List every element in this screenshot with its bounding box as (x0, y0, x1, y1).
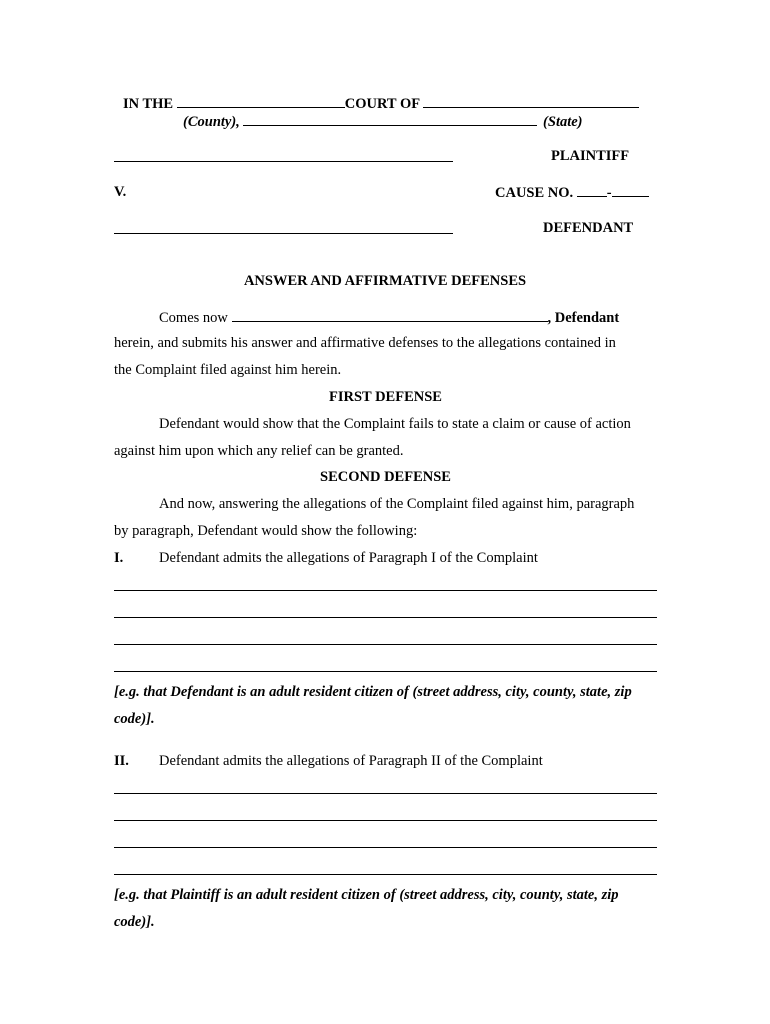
paragraph-1-example-line2: code)]. (114, 711, 155, 727)
defendant-label: DEFENDANT (543, 220, 634, 236)
court-location-blank[interactable] (423, 94, 639, 108)
paragraph-1-text: Defendant admits the allegations of Paragraph I of the Complaint (159, 550, 538, 566)
paragraph-2-answer-line[interactable] (114, 793, 657, 794)
court-of-label: COURT OF (344, 96, 420, 112)
first-defense-line1: Defendant would show that the Complaint fails to state a claim or cause of action (159, 416, 631, 432)
cause-number (495, 183, 649, 202)
cause-separator: - (606, 185, 612, 201)
comes-now-label: Comes now (159, 310, 228, 326)
plaintiff-name-blank[interactable] (114, 161, 453, 162)
paragraph-1-example-line1: [e.g. that Defendant is an adult resident citizen of (street address, city, county, state, zip (114, 684, 632, 700)
first-defense-line2: against him upon which any relief can be granted. (114, 443, 404, 459)
county-label: (County), (183, 114, 240, 130)
cause-number-part1-blank[interactable] (577, 183, 607, 197)
second-defense-line1: And now, answering the allegations of the Complaint filed against him, paragraph (159, 496, 635, 512)
cause-no-label: CAUSE NO. (495, 185, 574, 201)
intro-line1 (159, 308, 619, 327)
paragraph-2-numeral: II. (114, 753, 129, 769)
paragraph-2-example-line1: [e.g. that Plaintiff is an adult resident citizen of (street address, city, county, state, zip (114, 887, 619, 903)
paragraph-1-answer-line[interactable] (114, 671, 657, 672)
second-defense-line2: by paragraph, Defendant would show the following: (114, 523, 418, 539)
document-title: ANSWER AND AFFIRMATIVE DEFENSES (243, 273, 527, 289)
paragraph-1-numeral: I. (114, 550, 124, 566)
paragraph-1-answer-line[interactable] (114, 644, 657, 645)
county-state-blank[interactable] (243, 112, 537, 126)
versus-label: V. (114, 184, 127, 200)
defendant-suffix: , Defendant (547, 310, 620, 326)
paragraph-2-answer-line[interactable] (114, 820, 657, 821)
paragraph-1-answer-line[interactable] (114, 590, 657, 591)
paragraph-2-example-line2: code)]. (114, 914, 155, 930)
paragraph-2-answer-line[interactable] (114, 847, 657, 848)
court-name-blank[interactable] (177, 94, 345, 108)
state-label: (State) (543, 114, 583, 130)
second-defense-heading: SECOND DEFENSE (320, 469, 451, 485)
defendant-name-blank[interactable] (114, 233, 453, 234)
paragraph-1-answer-line[interactable] (114, 617, 657, 618)
paragraph-2-answer-line[interactable] (114, 874, 657, 875)
first-defense-heading: FIRST DEFENSE (329, 389, 442, 405)
paragraph-2-text: Defendant admits the allegations of Paragraph II of the Complaint (159, 753, 543, 769)
in-the-label: IN THE (123, 96, 174, 112)
cause-number-part2-blank[interactable] (612, 183, 649, 197)
intro-line2: herein, and submits his answer and affirmative defenses to the allegations contained in (114, 335, 616, 351)
defendant-name-field[interactable] (232, 308, 548, 322)
caption-county-line (183, 112, 583, 131)
caption-court-line (123, 94, 639, 113)
intro-line3: the Complaint filed against him herein. (114, 362, 342, 378)
plaintiff-label: PLAINTIFF (551, 148, 630, 164)
